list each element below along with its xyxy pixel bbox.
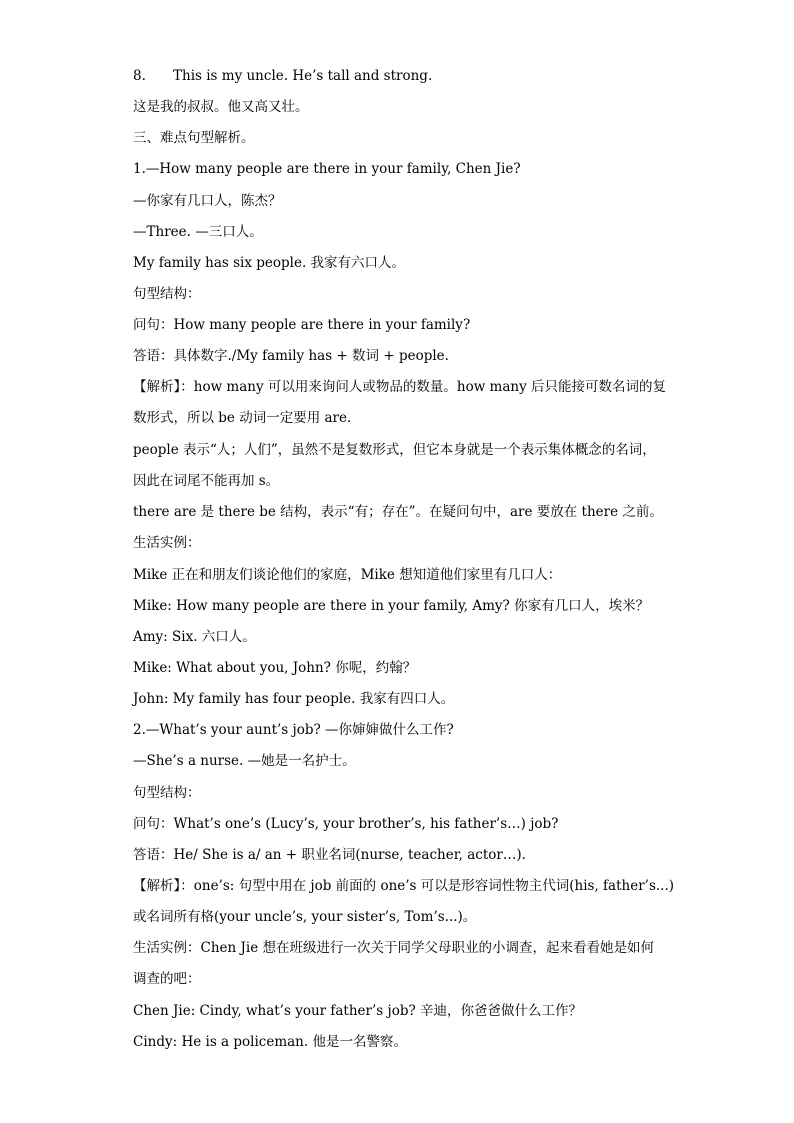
item-number: 8. (133, 68, 146, 84)
section-heading: 三、难点句型解析。 (133, 130, 255, 146)
text-line: people 表示“人；人们”，虽然不是复数形式，但它本身就是一个表示集体概念的名词， (133, 442, 656, 458)
text-line: 生活实例： (133, 535, 201, 551)
text-line: 【解析】：one’s: 句型中用在 job 前面的 one’s 可以是形容词性物主代词(his, father’s...) (133, 878, 675, 894)
text-line: 因此在词尾不能再加 s。 (133, 473, 280, 489)
text-line: —She’s a nurse. —她是一名护士。 (133, 753, 356, 769)
text-line: Mike: What about you, John? 你呢，约翰？ (133, 660, 417, 676)
text-line: there are 是 there be 结构，表示“有；存在”。在疑问句中，are 要放在 there 之前。 (133, 504, 663, 520)
text-line: 问句：How many people are there in your family? (133, 317, 471, 333)
text-line: 【解析】：how many 可以用来询问人或物品的数量。how many 后只能接可数名词的复 (133, 379, 667, 395)
text-line: 这是我的叔叔。他又高又壮。 (133, 99, 309, 115)
text-line: 或名词所有格(your uncle’s, your sister’s, Tom’s...)。 (133, 909, 477, 925)
text-line: 1.—How many people are there in your family, Chen Jie? (133, 161, 521, 177)
text-line: My family has six people. 我家有六口人。 (133, 255, 406, 271)
text-line: Mike 正在和朋友们谈论他们的家庭，Mike 想知道他们家里有几口人： (133, 567, 562, 583)
text-line: 数形式，所以 be 动词一定要用 are. (133, 410, 352, 426)
text-line: Amy: Six. 六口人。 (133, 629, 256, 645)
text-line: 答语：具体数字./My family has + 数词 + people. (133, 348, 449, 364)
text-line: —你家有几口人，陈杰？ (133, 193, 282, 209)
text-line: Mike: How many people are there in your family, Amy? 你家有几口人，埃米？ (133, 598, 650, 614)
line-text: This is my uncle. He’s tall and strong. (173, 68, 433, 84)
text-line: 问句：What’s one’s (Lucy’s, your brother’s, his father’s…) job? (133, 816, 559, 832)
text-line: 答语：He/ She is a/ an + 职业名词(nurse, teacher, actor…). (133, 847, 526, 863)
text-line: Chen Jie: Cindy, what’s your father’s job? 辛迪，你爸爸做什么工作？ (133, 1003, 582, 1019)
text-line: 2.—What’s your aunt’s job? —你婶婶做什么工作? (133, 722, 454, 738)
text-line: 句型结构： (133, 785, 201, 801)
text-line (133, 67, 693, 85)
text-line: 句型结构： (133, 286, 201, 302)
text-line: 生活实例：Chen Jie 想在班级进行一次关于同学父母职业的小调查，起来看看她是如何 (133, 940, 655, 956)
text-line: Cindy: He is a policeman. 他是一名警察。 (133, 1034, 407, 1050)
text-line: —Three. —三口人。 (133, 224, 263, 240)
text-line: 调查的吧： (133, 971, 201, 987)
text-line: John: My family has four people. 我家有四口人。 (133, 691, 455, 707)
